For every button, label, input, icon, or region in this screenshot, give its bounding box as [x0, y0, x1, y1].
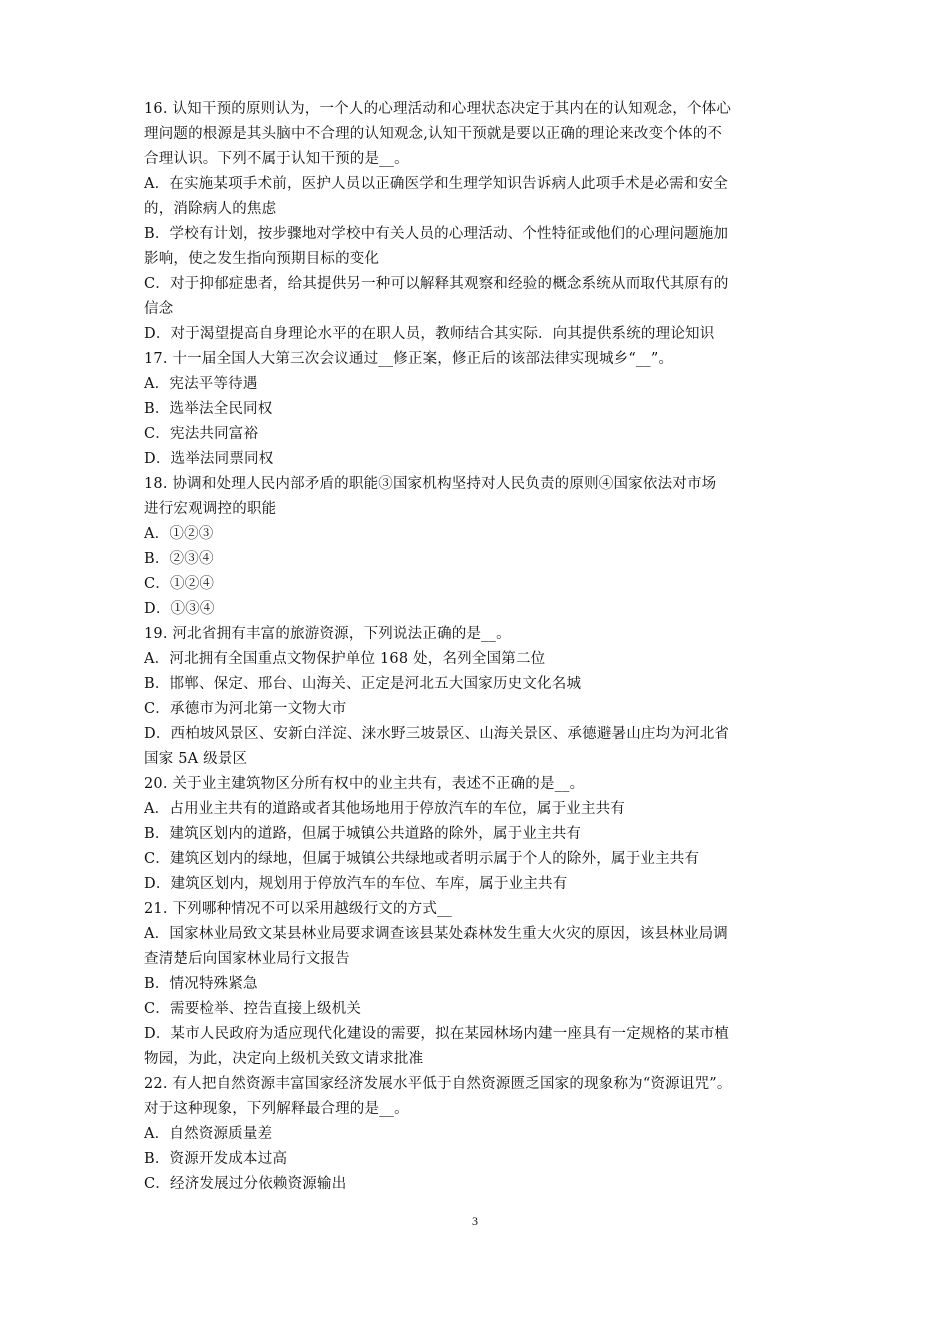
- text-line: 查清楚后向国家林业局行文报告: [144, 951, 350, 967]
- text-line: D．某市人民政府为适应现代化建设的需要，拟在某园林场内建一座具有一定规格的某市植: [144, 1026, 730, 1042]
- text-line: B．情况特殊紧急: [144, 976, 258, 992]
- text-line: C．对于抑郁症患者，给其提供另一种可以解释其观察和经验的概念系统从而取代其原有的: [144, 276, 729, 292]
- text-line: 信念: [144, 301, 174, 317]
- text-line: 16. 认知干预的原则认为，一个人的心理活动和心理状态决定于其内在的认知观念，个体心: [144, 101, 732, 117]
- text-line: C．①②④: [144, 576, 215, 592]
- text-line: A．占用业主共有的道路或者其他场地用于停放汽车的车位，属于业主共有: [144, 801, 626, 817]
- text-line: A．宪法平等待遇: [144, 376, 258, 392]
- text-line: C．需要检举、控告直接上级机关: [144, 1001, 362, 1017]
- text-line: A．在实施某项手术前，医护人员以正确医学和生理学知识告诉病人此项手术是必需和安全: [144, 176, 728, 192]
- text-line: A．自然资源质量差: [144, 1126, 273, 1142]
- page-number: 3: [472, 1214, 478, 1228]
- text-line: 合理认识。下列不属于认知干预的是__。: [144, 151, 409, 167]
- text-line: 18. 协调和处理人民内部矛盾的职能③国家机构坚持对人民负责的原则④国家依法对市场: [144, 476, 717, 492]
- text-line: 物园，为此，决定向上级机关致文请求批准: [144, 1051, 424, 1067]
- text-line: 影响，使之发生指向预期目标的变化: [144, 251, 380, 267]
- text-line: B．建筑区划内的道路，但属于城镇公共道路的除外，属于业主共有: [144, 826, 582, 842]
- text-line: 21. 下列哪种情况不可以采用越级行文的方式__: [144, 901, 452, 917]
- text-line: B．学校有计划，按步骤地对学校中有关人员的心理活动、个性特征或他们的心理问题施加: [144, 226, 729, 242]
- text-line: B．资源开发成本过高: [144, 1151, 288, 1167]
- text-line: 对于这种现象，下列解释最合理的是__。: [144, 1101, 409, 1117]
- text-line: C．承德市为河北第一文物大市: [144, 701, 347, 717]
- text-line: B．②③④: [144, 551, 214, 567]
- text-line: A．河北拥有全国重点文物保护单位 168 处，名列全国第二位: [144, 651, 546, 667]
- text-line: A．①②③: [144, 526, 214, 542]
- text-line: 国家 5A 级景区: [144, 751, 248, 767]
- text-line: B．邯郸、保定、邢台、山海关、正定是河北五大国家历史文化名城: [144, 676, 582, 692]
- text-line: A．国家林业局致文某县林业局要求调查该县某处森林发生重大火灾的原因，该县林业局调: [144, 926, 728, 942]
- text-line: 19. 河北省拥有丰富的旅游资源，下列说法正确的是__。: [144, 626, 511, 642]
- text-line: 的，消除病人的焦虑: [144, 201, 277, 217]
- text-line: 理问题的根源是其头脑中不合理的认知观念,认知干预就是要以正确的理论来改变个体的不: [144, 126, 723, 142]
- text-line: C．宪法共同富裕: [144, 426, 259, 442]
- text-line: D．①③④: [144, 601, 215, 617]
- text-line: C．建筑区划内的绿地，但属于城镇公共绿地或者明示属于个人的除外，属于业主共有: [144, 851, 700, 867]
- text-line: D．选举法同票同权: [144, 451, 274, 467]
- text-line: 进行宏观调控的职能: [144, 501, 277, 517]
- text-line: D．对于渴望提高自身理论水平的在职人员，教师结合其实际．向其提供系统的理论知识: [144, 326, 715, 342]
- text-line: 22. 有人把自然资源丰富国家经济发展水平低于自然资源匮乏国家的现象称为“资源诅咒”。: [144, 1076, 732, 1092]
- document-body: [144, 97, 810, 1197]
- text-line: 17. 十一届全国人大第三次会议通过__修正案，修正后的该部法律实现城乡“__”。: [144, 351, 674, 367]
- text-line: B．选举法全民同权: [144, 401, 273, 417]
- text-line: 20. 关于业主建筑物区分所有权中的业主共有，表述不正确的是__。: [144, 776, 585, 792]
- text-line: C．经济发展过分依赖资源输出: [144, 1176, 347, 1192]
- text-line: D．建筑区划内，规划用于停放汽车的车位、车库，属于业主共有: [144, 876, 568, 892]
- text-line: D．西柏坡风景区、安新白洋淀、涞水野三坡景区、山海关景区、承德避暑山庄均为河北省: [144, 726, 730, 742]
